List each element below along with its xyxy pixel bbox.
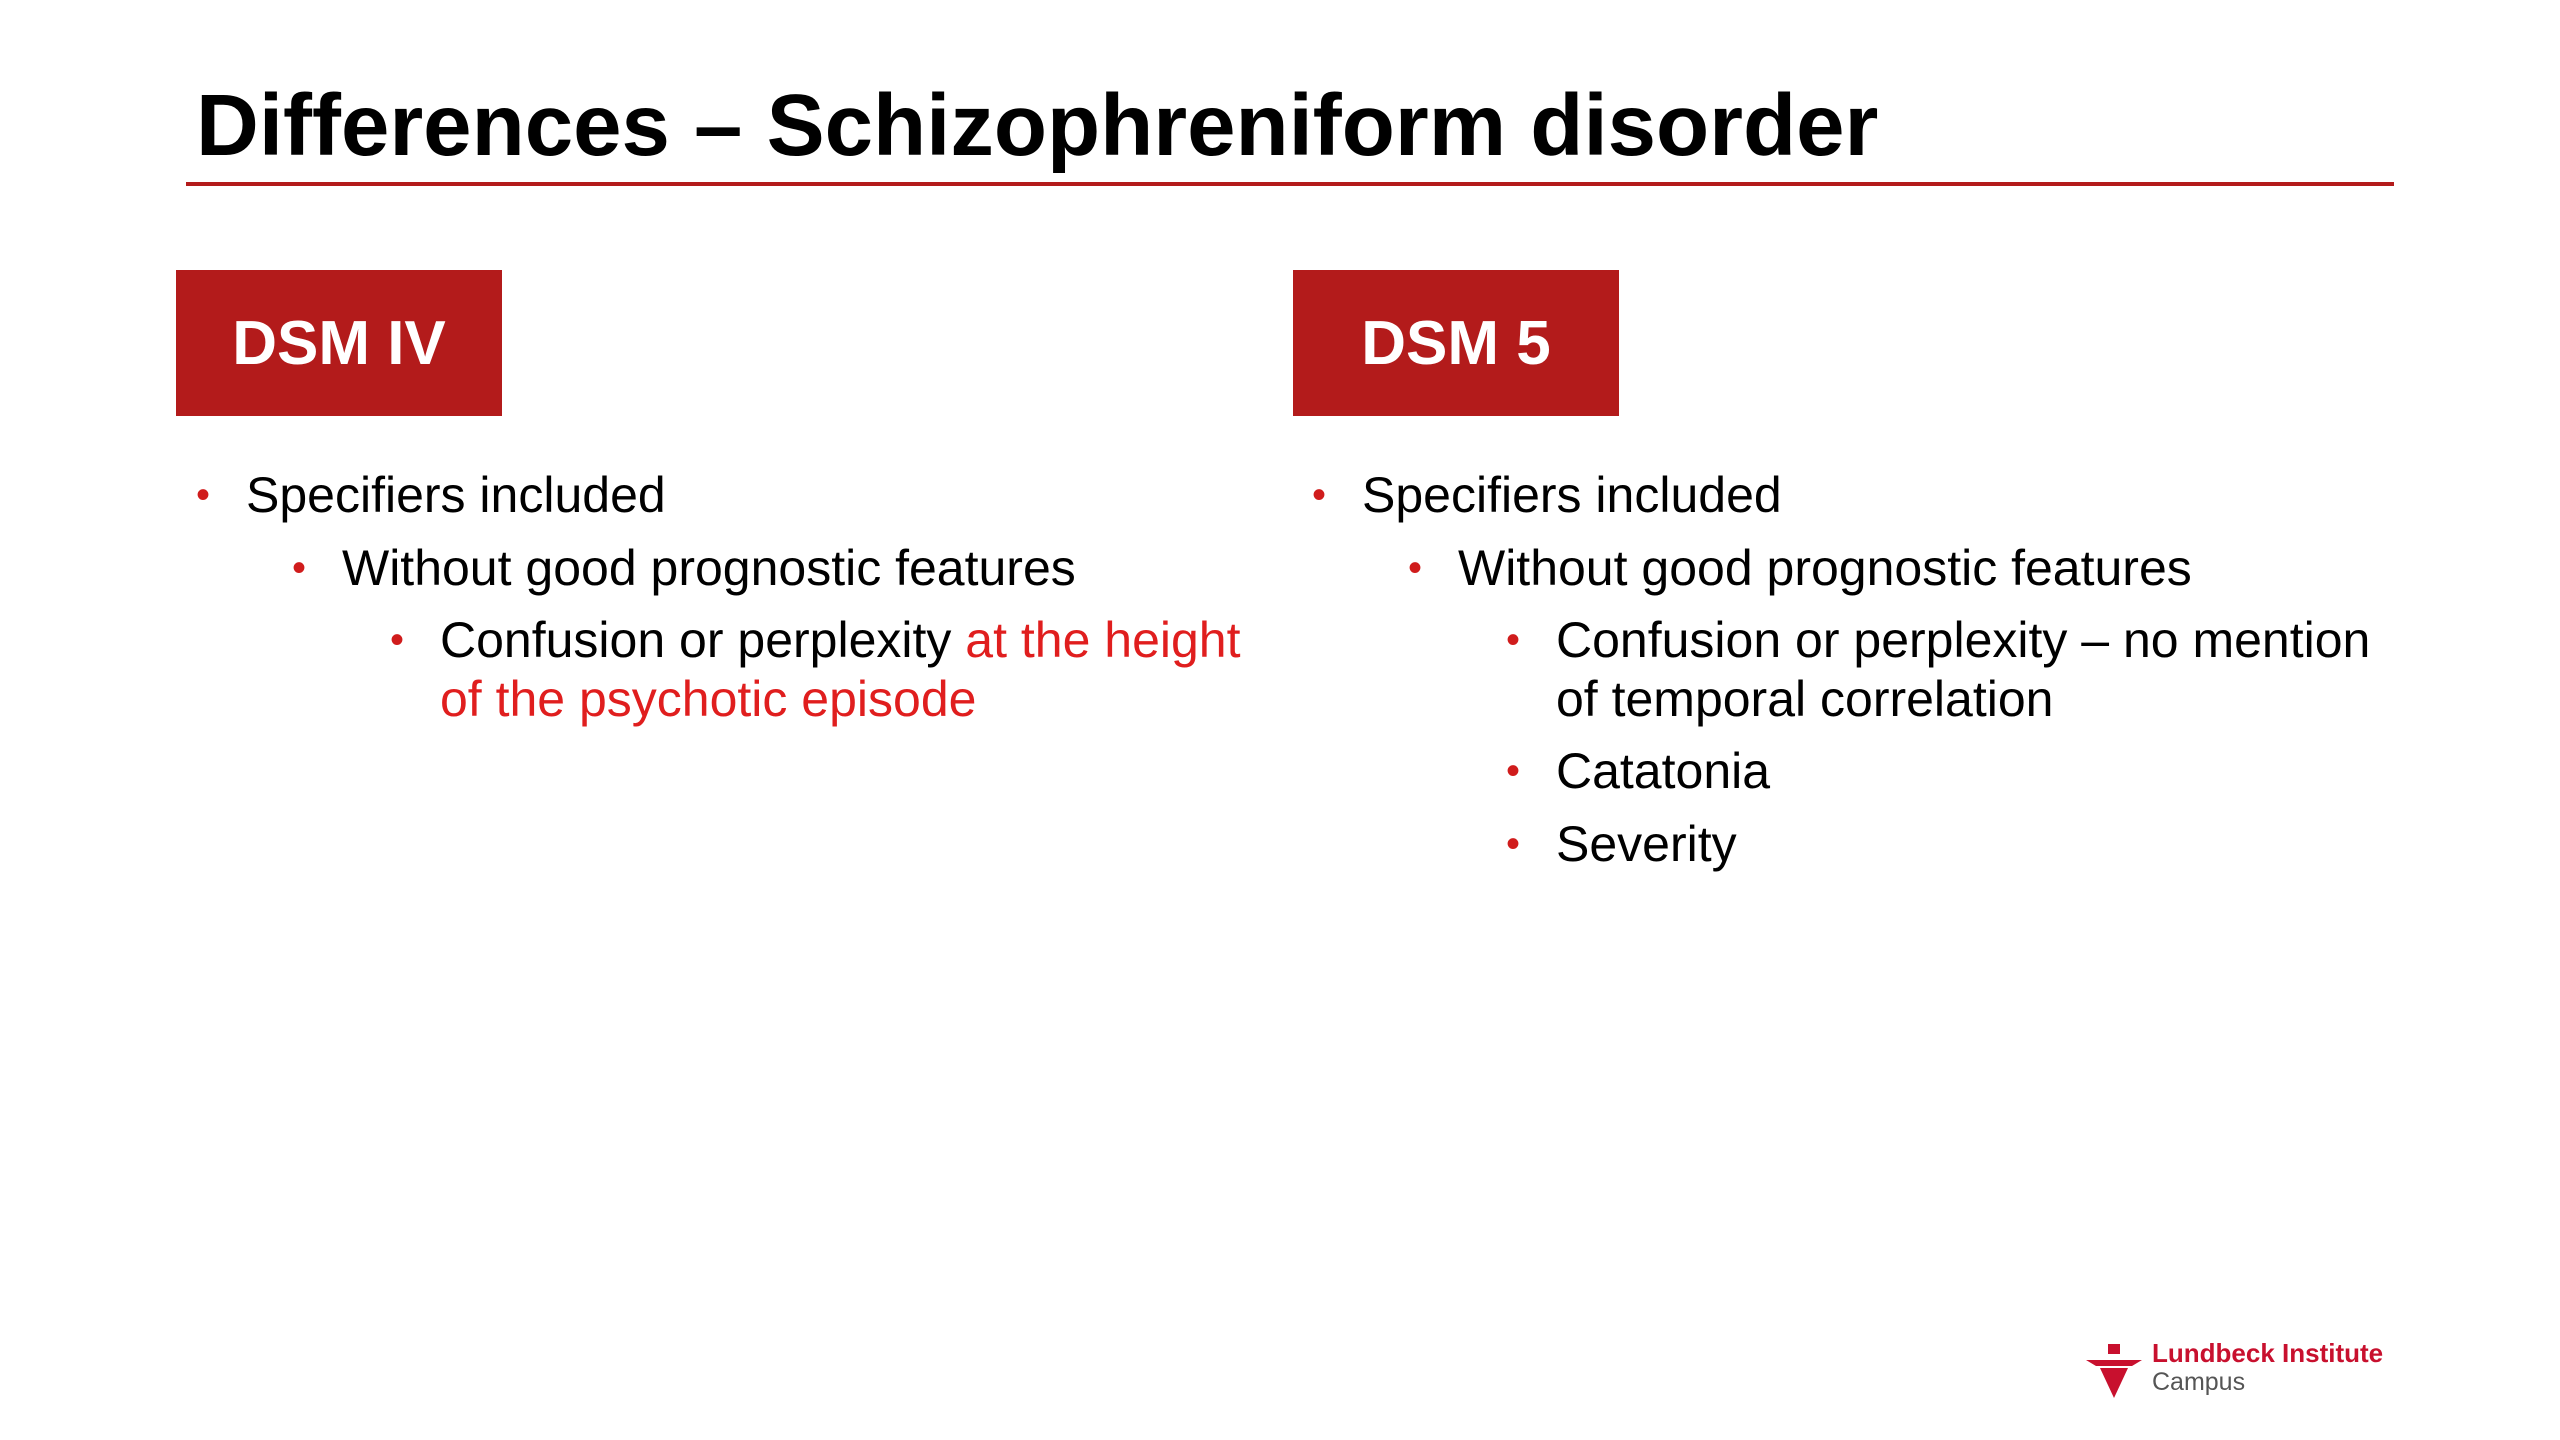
- bullet-specifiers-included: • Specifiers included: [196, 466, 1246, 525]
- bullet-confusion-or-perplexity: [196, 611, 1246, 728]
- bullet-without-good-prognostic-features: • Without good prognostic features: [1312, 539, 2392, 598]
- logo-name: Lundbeck Institute: [2152, 1338, 2384, 1368]
- bullet-text: Confusion or perplexity: [440, 612, 966, 668]
- bullet-confusion-or-perplexity: • Confusion or perplexity – no mention of temporal correlation: [1312, 611, 2392, 728]
- dsm-5-header: DSM 5: [1293, 270, 1619, 416]
- dsm-iv-header: DSM IV: [176, 270, 502, 416]
- lundbeck-logo-icon: [2086, 1344, 2142, 1400]
- bullet-catatonia: • Catatonia: [1312, 742, 2392, 801]
- bullet-without-good-prognostic-features: • Without good prognostic features: [196, 539, 1246, 598]
- dsm-5-bullet-list: [1312, 466, 2392, 887]
- title-underline: [186, 182, 2394, 186]
- highlighted-text: at the height of the psychotic episode: [440, 612, 1241, 727]
- bullet-severity: • Severity: [1312, 815, 2392, 874]
- logo-subtitle: Campus: [2152, 1368, 2246, 1396]
- slide-title: Differences – Schizophreniform disorder: [196, 77, 1879, 174]
- bullet-specifiers-included: • Specifiers included: [1312, 466, 2392, 525]
- dsm-iv-bullet-list: [196, 466, 1246, 742]
- lundbeck-logo: [2086, 1336, 2406, 1400]
